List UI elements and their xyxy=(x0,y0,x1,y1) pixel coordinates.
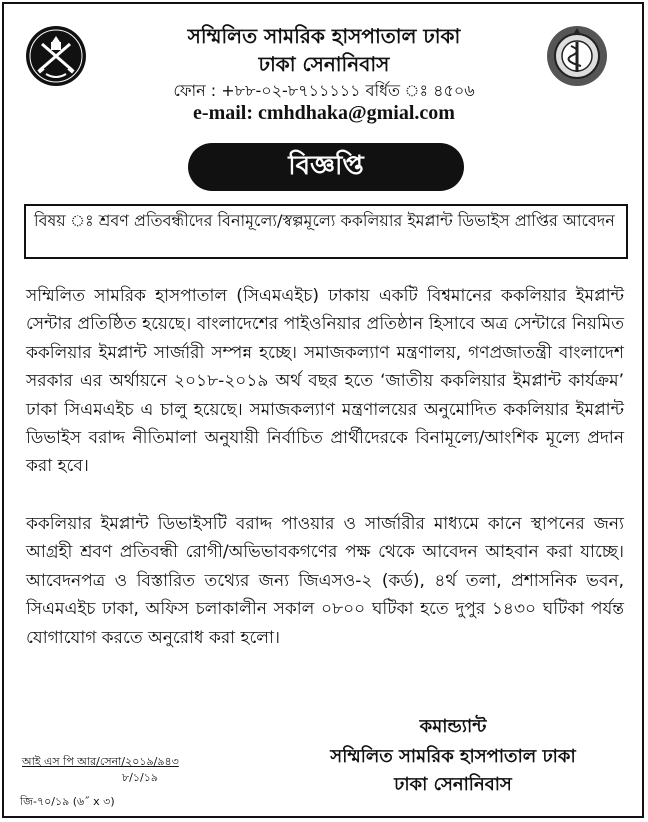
hospital-name: সম্মিলিত সামরিক হাসপাতাল ঢাকা xyxy=(187,24,461,48)
reference-number-text: আই এস পি আর/সেনা/২০১৯/৯৪৩ xyxy=(22,755,179,768)
subject-box xyxy=(24,204,628,259)
notice-title: বিজ্ঞপ্তি xyxy=(288,151,364,181)
body-paragraph-1: সম্মিলিত সামরিক হাসপাতাল (সিএমএইচ) ঢাকায় একটি বিশ্বমানের ককলিয়ার ইমপ্লান্ট সেন্টার প্রতিষ্ঠিত হয়েছে। বাংলাদেশের পাইওনিয়ার প্রতিষ্ঠান হিসাবে অত্র সেন্টারে নিয়মিত ককলিয়ার ইমপ্লান্ট সার্জারী সম্পন্ন হচ্ছে। সমাজকল্যাণ মন্ত্রণালয়, গণপ্রজাতন্ত্রী বাংলাদেশ সরকার এর অর্থায়নে ২০১৮-২০১৯ অর্থ বছর হতে ‘জাতীয় ককলিয়ার ইমপ্লান্ট কার্যক্রম’ ঢাকা সিএমএইচ এ চালু হয়েছে। সমাজকল্যাণ মন্ত্রণালয়ের অনুমোদিত ককলিয়ার ইমপ্লান্ট ডিভাইস বরাদ্দ নীতিমালা অনুযায়ী নির্বাচিত প্রার্থীদেরকে বিনামূল্যে/আংশিক মূল্যে প্রদান করা হবে। xyxy=(26,286,624,477)
signatory-organization: সম্মিলিত সামরিক হাসপাতাল ঢাকা xyxy=(330,746,576,767)
location-subtitle: ঢাকা সেনানিবাস xyxy=(258,52,390,76)
notice-title-banner xyxy=(188,143,464,191)
subject-text: বিষয় ঃ শ্রবণ প্রতিবন্ধীদের বিনামূল্যে/স্বল্পমূল্যে ককলিয়ার ইমপ্লান্ট ডিভাইস প্রাপ্তির আবেদন xyxy=(34,211,615,230)
signatory-location: ঢাকা সেনানিবাস xyxy=(394,774,512,795)
signatory-title: কমান্ড্যান্ট xyxy=(419,716,487,737)
body-paragraph-2: ককলিয়ার ইমপ্লান্ট ডিভাইসটি বরাদ্দ পাওয়ার ও সার্জারীর মাধ্যমে কানে স্থাপনের জন্য আগ্রহী শ্রবণ প্রতিবন্ধী রোগী/অভিভাবকগণের পক্ষ থেকে আবেদন আহবান করা যাচ্ছে। আবেদনপত্র ও বিস্তারিত তথ্যের জন্য জিএসও-২ (কর্ড), ৪র্থ তলা, প্রশাসনিক ভবন, সিএমএইচ ঢাকা, অফিস চলাকালীন সকাল ০৮০০ ঘটিকা হতে দুপুর ১৪৩০ ঘটিকা পর্যন্ত যোগাযোগ করতে অনুরোধ করা হলো। xyxy=(26,514,624,648)
phone-line: ফোন : +৮৮-০২-৮৭১১১১১ বর্ধিত ঃ ৪৫০৬ xyxy=(173,81,475,100)
g-code: জি-৭০/১৯ (৬˝ x ৩) xyxy=(20,795,115,808)
reference-date: ৮/১/১৯ xyxy=(122,771,158,784)
medical-corps-emblem-icon xyxy=(545,24,609,88)
email-line: e-mail: cmhdhaka@gmial.com xyxy=(193,102,455,124)
army-emblem-icon xyxy=(24,24,88,88)
